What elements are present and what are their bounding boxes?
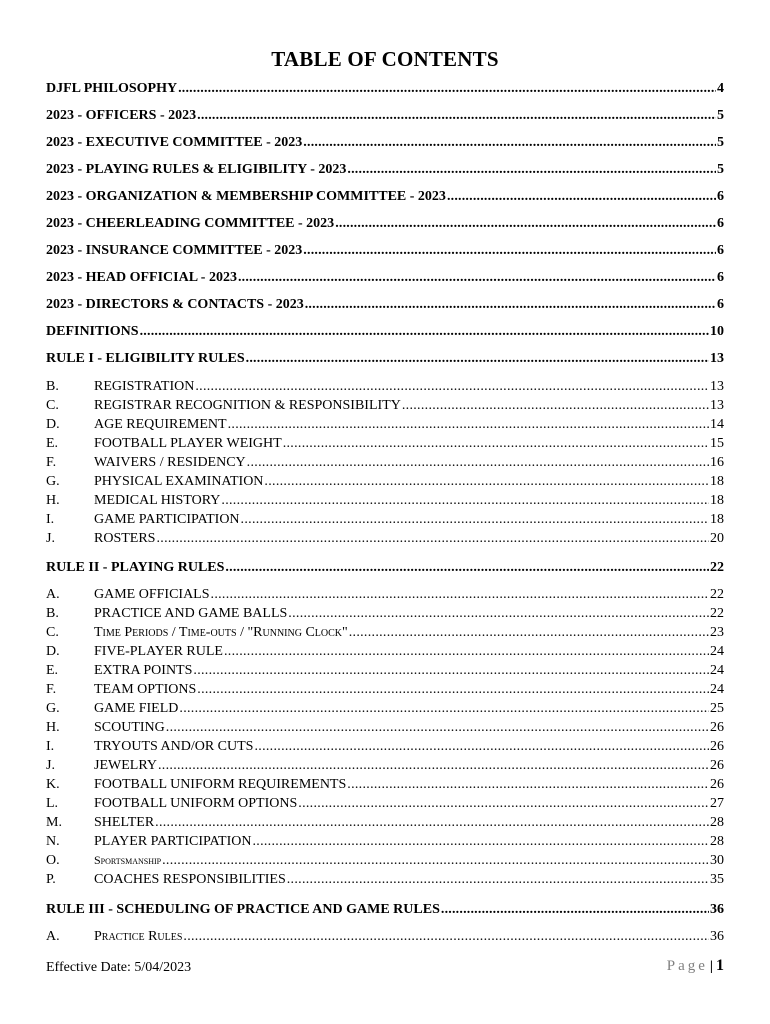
dot-leader bbox=[158, 758, 709, 774]
dot-leader bbox=[238, 270, 716, 286]
toc-subentry-letter: B. bbox=[46, 606, 59, 621]
toc-page-number: 6 bbox=[717, 270, 724, 285]
toc-subentry-label: TEAM OPTIONS bbox=[94, 682, 197, 697]
toc-subentry-letter: C. bbox=[46, 398, 59, 413]
dot-leader bbox=[402, 398, 709, 414]
toc-subentry-label: SHELTER bbox=[94, 815, 155, 830]
toc-subentry[interactable] bbox=[46, 758, 724, 777]
dot-leader bbox=[347, 777, 709, 793]
toc-page-number: 26 bbox=[710, 758, 724, 773]
toc-page-number: 13 bbox=[710, 351, 724, 366]
toc-page-number: 23 bbox=[710, 625, 724, 640]
toc-subentry-letter: A. bbox=[46, 587, 60, 602]
toc-page-number: 30 bbox=[710, 853, 724, 868]
toc-subentry[interactable] bbox=[46, 606, 724, 625]
toc-page-number: 18 bbox=[710, 512, 724, 527]
dot-leader bbox=[156, 531, 709, 547]
dot-leader bbox=[197, 682, 709, 698]
toc-subentry-letter: I. bbox=[46, 739, 55, 754]
dot-leader bbox=[254, 739, 709, 755]
dot-leader bbox=[246, 351, 709, 367]
dot-leader bbox=[197, 108, 716, 124]
dot-leader bbox=[162, 853, 709, 869]
toc-entry-directors-contacts[interactable] bbox=[46, 297, 724, 317]
toc-subentry[interactable] bbox=[46, 531, 724, 550]
toc-subentry-letter: P. bbox=[46, 872, 56, 887]
dot-leader bbox=[447, 189, 716, 205]
dot-leader bbox=[241, 512, 709, 528]
dot-leader bbox=[287, 872, 709, 888]
dot-leader bbox=[441, 902, 709, 918]
toc-page-number: 14 bbox=[710, 417, 724, 432]
toc-entry-organization-membership[interactable] bbox=[46, 189, 724, 209]
dot-leader bbox=[140, 324, 709, 340]
page-footer bbox=[667, 957, 724, 975]
toc-subentry[interactable] bbox=[46, 436, 724, 455]
toc-entry-label: 2023 - ORGANIZATION & MEMBERSHIP COMMITTEE - 2023 bbox=[46, 189, 446, 204]
toc-subentry-label: AGE REQUIREMENT bbox=[94, 417, 227, 432]
toc-page-number: 5 bbox=[717, 162, 724, 177]
toc-page-number: 18 bbox=[710, 493, 724, 508]
toc-subentry-letter: E. bbox=[46, 663, 59, 678]
toc-subentry[interactable] bbox=[46, 398, 724, 417]
toc-subentry-letter: L. bbox=[46, 796, 59, 811]
toc-subentry[interactable] bbox=[46, 796, 724, 815]
toc-page-number: 5 bbox=[717, 108, 724, 123]
toc-subentry[interactable] bbox=[46, 379, 724, 398]
toc-subentry[interactable] bbox=[46, 417, 724, 436]
toc-page-number: 26 bbox=[710, 720, 724, 735]
toc-subentry[interactable] bbox=[46, 644, 724, 663]
toc-subentry[interactable] bbox=[46, 701, 724, 720]
toc-page-number: 13 bbox=[710, 379, 724, 394]
toc-subentry-label: SCOUTING bbox=[94, 720, 165, 735]
toc-subentry[interactable] bbox=[46, 739, 724, 758]
toc-entry-insurance-committee[interactable] bbox=[46, 243, 724, 263]
toc-entry-rule-3[interactable] bbox=[46, 902, 724, 922]
toc-subentry[interactable] bbox=[46, 625, 724, 644]
toc-entry-playing-rules-eligibility[interactable] bbox=[46, 162, 724, 182]
dot-leader bbox=[335, 216, 716, 232]
toc-subentry-letter: N. bbox=[46, 834, 60, 849]
toc-subentry-letter: G. bbox=[46, 701, 60, 716]
toc-entry-rule-1[interactable] bbox=[46, 351, 724, 371]
toc-subentry-letter: I. bbox=[46, 512, 55, 527]
dot-leader bbox=[178, 81, 716, 97]
toc-page-number: 36 bbox=[710, 929, 724, 944]
effective-date: Effective Date: 5/04/2023 bbox=[46, 960, 192, 975]
toc-entry-philosophy[interactable] bbox=[46, 81, 724, 101]
toc-subentry-label: REGISTRAR RECOGNITION & RESPONSIBILITY bbox=[94, 398, 401, 413]
dot-leader bbox=[179, 701, 709, 717]
toc-subentry-label: WAIVERS / RESIDENCY bbox=[94, 455, 246, 470]
toc-subentry-label: FOOTBALL UNIFORM OPTIONS bbox=[94, 796, 298, 811]
toc-subentry-label: FOOTBALL UNIFORM REQUIREMENTS bbox=[94, 777, 347, 792]
toc-subentry-label: JEWELRY bbox=[94, 758, 157, 773]
toc-entry-label: 2023 - INSURANCE COMMITTEE - 2023 bbox=[46, 243, 303, 258]
dot-leader bbox=[195, 379, 709, 395]
toc-entry-officers[interactable] bbox=[46, 108, 724, 128]
toc-subentry-letter: O. bbox=[46, 853, 60, 868]
toc-subentry[interactable] bbox=[46, 663, 724, 682]
toc-page-number: 6 bbox=[717, 216, 724, 231]
toc-page-number: 15 bbox=[710, 436, 724, 451]
toc-subentry-label: Sportsmanship bbox=[94, 853, 162, 867]
toc-subentry-letter: E. bbox=[46, 436, 59, 451]
toc-page-number: 13 bbox=[710, 398, 724, 413]
toc-subentry-label: EXTRA POINTS bbox=[94, 663, 193, 678]
toc-subentry-letter: B. bbox=[46, 379, 59, 394]
dot-leader bbox=[303, 135, 716, 151]
toc-page-number: 35 bbox=[710, 872, 724, 887]
toc-subentry-letter: A. bbox=[46, 929, 60, 944]
toc-entry-label: RULE III - SCHEDULING OF PRACTICE AND GAME RULES bbox=[46, 902, 440, 917]
toc-subentry[interactable] bbox=[46, 853, 724, 872]
toc-subentry[interactable] bbox=[46, 493, 724, 512]
toc-subentry-label: TRYOUTS AND/OR CUTS bbox=[94, 739, 254, 754]
toc-subentry-label: ROSTERS bbox=[94, 531, 156, 546]
toc-page-number: 10 bbox=[710, 324, 724, 339]
dot-leader bbox=[283, 436, 709, 452]
toc-page-number: 24 bbox=[710, 682, 724, 697]
toc-page-number: 36 bbox=[710, 902, 724, 917]
toc-subentry-letter: C. bbox=[46, 625, 59, 640]
page-label: Page bbox=[666, 958, 708, 974]
toc-page-number: 4 bbox=[717, 81, 724, 96]
dot-leader bbox=[349, 625, 709, 641]
toc-subentry[interactable] bbox=[46, 474, 724, 493]
toc-subentry[interactable] bbox=[46, 929, 724, 948]
toc-page-number: 5 bbox=[717, 135, 724, 150]
dot-leader bbox=[298, 796, 709, 812]
dot-leader bbox=[347, 162, 716, 178]
toc-subentry-label: MEDICAL HISTORY bbox=[94, 493, 221, 508]
toc-entry-label: RULE II - PLAYING RULES bbox=[46, 560, 225, 575]
toc-subentry-label: Practice Rules bbox=[94, 929, 183, 944]
toc-page-number: 6 bbox=[717, 243, 724, 258]
toc-subentry-label: GAME PARTICIPATION bbox=[94, 512, 240, 527]
toc-entry-label: 2023 - PLAYING RULES & ELIGIBILITY - 2023 bbox=[46, 162, 347, 177]
toc-subentry-label: COACHES RESPONSIBILITIES bbox=[94, 872, 286, 887]
toc-page-number: 28 bbox=[710, 834, 724, 849]
toc-entry-label: DEFINITIONS bbox=[46, 324, 139, 339]
toc-subentry-label: PHYSICAL EXAMINATION bbox=[94, 474, 264, 489]
toc-subentry-label: PRACTICE AND GAME BALLS bbox=[94, 606, 288, 621]
toc-page-number: 26 bbox=[710, 739, 724, 754]
toc-entry-definitions[interactable] bbox=[46, 324, 724, 344]
toc-entry-label: DJFL PHILOSOPHY bbox=[46, 81, 178, 96]
toc-entry-label: RULE I - ELIGIBILITY RULES bbox=[46, 351, 245, 366]
dot-leader bbox=[303, 243, 716, 259]
toc-subentry-letter: J. bbox=[46, 758, 55, 773]
toc-subentry[interactable] bbox=[46, 455, 724, 474]
toc-page-number: 22 bbox=[710, 587, 724, 602]
toc-subentry-letter: H. bbox=[46, 493, 60, 508]
toc-subentry-label: PLAYER PARTICIPATION bbox=[94, 834, 252, 849]
toc-entry-label: 2023 - HEAD OFFICIAL - 2023 bbox=[46, 270, 237, 285]
toc-page-number: 16 bbox=[710, 455, 724, 470]
toc-subentry[interactable] bbox=[46, 587, 724, 606]
toc-subentry-label: FIVE-PLAYER RULE bbox=[94, 644, 223, 659]
toc-entry-label: 2023 - DIRECTORS & CONTACTS - 2023 bbox=[46, 297, 304, 312]
toc-subentry[interactable] bbox=[46, 720, 724, 739]
toc-entry-cheerleading-committee[interactable] bbox=[46, 216, 724, 236]
toc-subentry-letter: J. bbox=[46, 531, 55, 546]
toc-entry-executive-committee[interactable] bbox=[46, 135, 724, 155]
dot-leader bbox=[305, 297, 716, 313]
toc-page-number: 6 bbox=[717, 189, 724, 204]
toc-entry-head-official[interactable] bbox=[46, 270, 724, 290]
page-title: TABLE OF CONTENTS bbox=[271, 47, 499, 71]
toc-page-number: 24 bbox=[710, 644, 724, 659]
toc-subentry-label: GAME OFFICIALS bbox=[94, 587, 210, 602]
page-separator: | bbox=[709, 959, 713, 974]
toc-page-number: 27 bbox=[710, 796, 724, 811]
dot-leader bbox=[155, 815, 709, 831]
toc-subentry[interactable] bbox=[46, 815, 724, 834]
dot-leader bbox=[264, 474, 709, 490]
toc-subentry-letter: F. bbox=[46, 682, 57, 697]
toc-subentry[interactable] bbox=[46, 872, 724, 891]
toc-subentry-letter: M. bbox=[46, 815, 62, 830]
toc-subentry-letter: D. bbox=[46, 644, 60, 659]
page-number: 1 bbox=[716, 957, 724, 974]
toc-entry-label: 2023 - CHEERLEADING COMMITTEE - 2023 bbox=[46, 216, 335, 231]
toc-subentry[interactable] bbox=[46, 834, 724, 853]
toc-subentry-letter: K. bbox=[46, 777, 60, 792]
toc-page-number: 26 bbox=[710, 777, 724, 792]
toc-subentry-label: Time Periods / Time-outs / "Running Clock" bbox=[94, 625, 348, 640]
toc-page-number: 28 bbox=[710, 815, 724, 830]
toc-subentry-label: FOOTBALL PLAYER WEIGHT bbox=[94, 436, 282, 451]
toc-page-number: 6 bbox=[717, 297, 724, 312]
toc-subentry[interactable] bbox=[46, 682, 724, 701]
dot-leader bbox=[224, 644, 709, 660]
toc-subentry-letter: F. bbox=[46, 455, 57, 470]
toc-subentry[interactable] bbox=[46, 512, 724, 531]
dot-leader bbox=[221, 493, 709, 509]
toc-page-number: 22 bbox=[710, 560, 724, 575]
toc-page-number: 18 bbox=[710, 474, 724, 489]
dot-leader bbox=[288, 606, 709, 622]
toc-page-number: 25 bbox=[710, 701, 724, 716]
toc-subentry-label: GAME FIELD bbox=[94, 701, 179, 716]
dot-leader bbox=[166, 720, 709, 736]
dot-leader bbox=[183, 929, 709, 945]
toc-page-number: 22 bbox=[710, 606, 724, 621]
toc-subentry-letter: D. bbox=[46, 417, 60, 432]
dot-leader bbox=[247, 455, 709, 471]
toc-entry-label: 2023 - OFFICERS - 2023 bbox=[46, 108, 197, 123]
toc-subentry[interactable] bbox=[46, 777, 724, 796]
toc-subentry-letter: H. bbox=[46, 720, 60, 735]
dot-leader bbox=[211, 587, 709, 603]
dot-leader bbox=[252, 834, 709, 850]
toc-entry-rule-2[interactable] bbox=[46, 560, 724, 580]
toc-page-number: 24 bbox=[710, 663, 724, 678]
dot-leader bbox=[228, 417, 709, 433]
toc-entry-label: 2023 - EXECUTIVE COMMITTEE - 2023 bbox=[46, 135, 303, 150]
dot-leader bbox=[193, 663, 709, 679]
toc-subentry-letter: G. bbox=[46, 474, 60, 489]
dot-leader bbox=[225, 560, 709, 576]
toc-subentry-label: REGISTRATION bbox=[94, 379, 195, 394]
toc-page-number: 20 bbox=[710, 531, 724, 546]
